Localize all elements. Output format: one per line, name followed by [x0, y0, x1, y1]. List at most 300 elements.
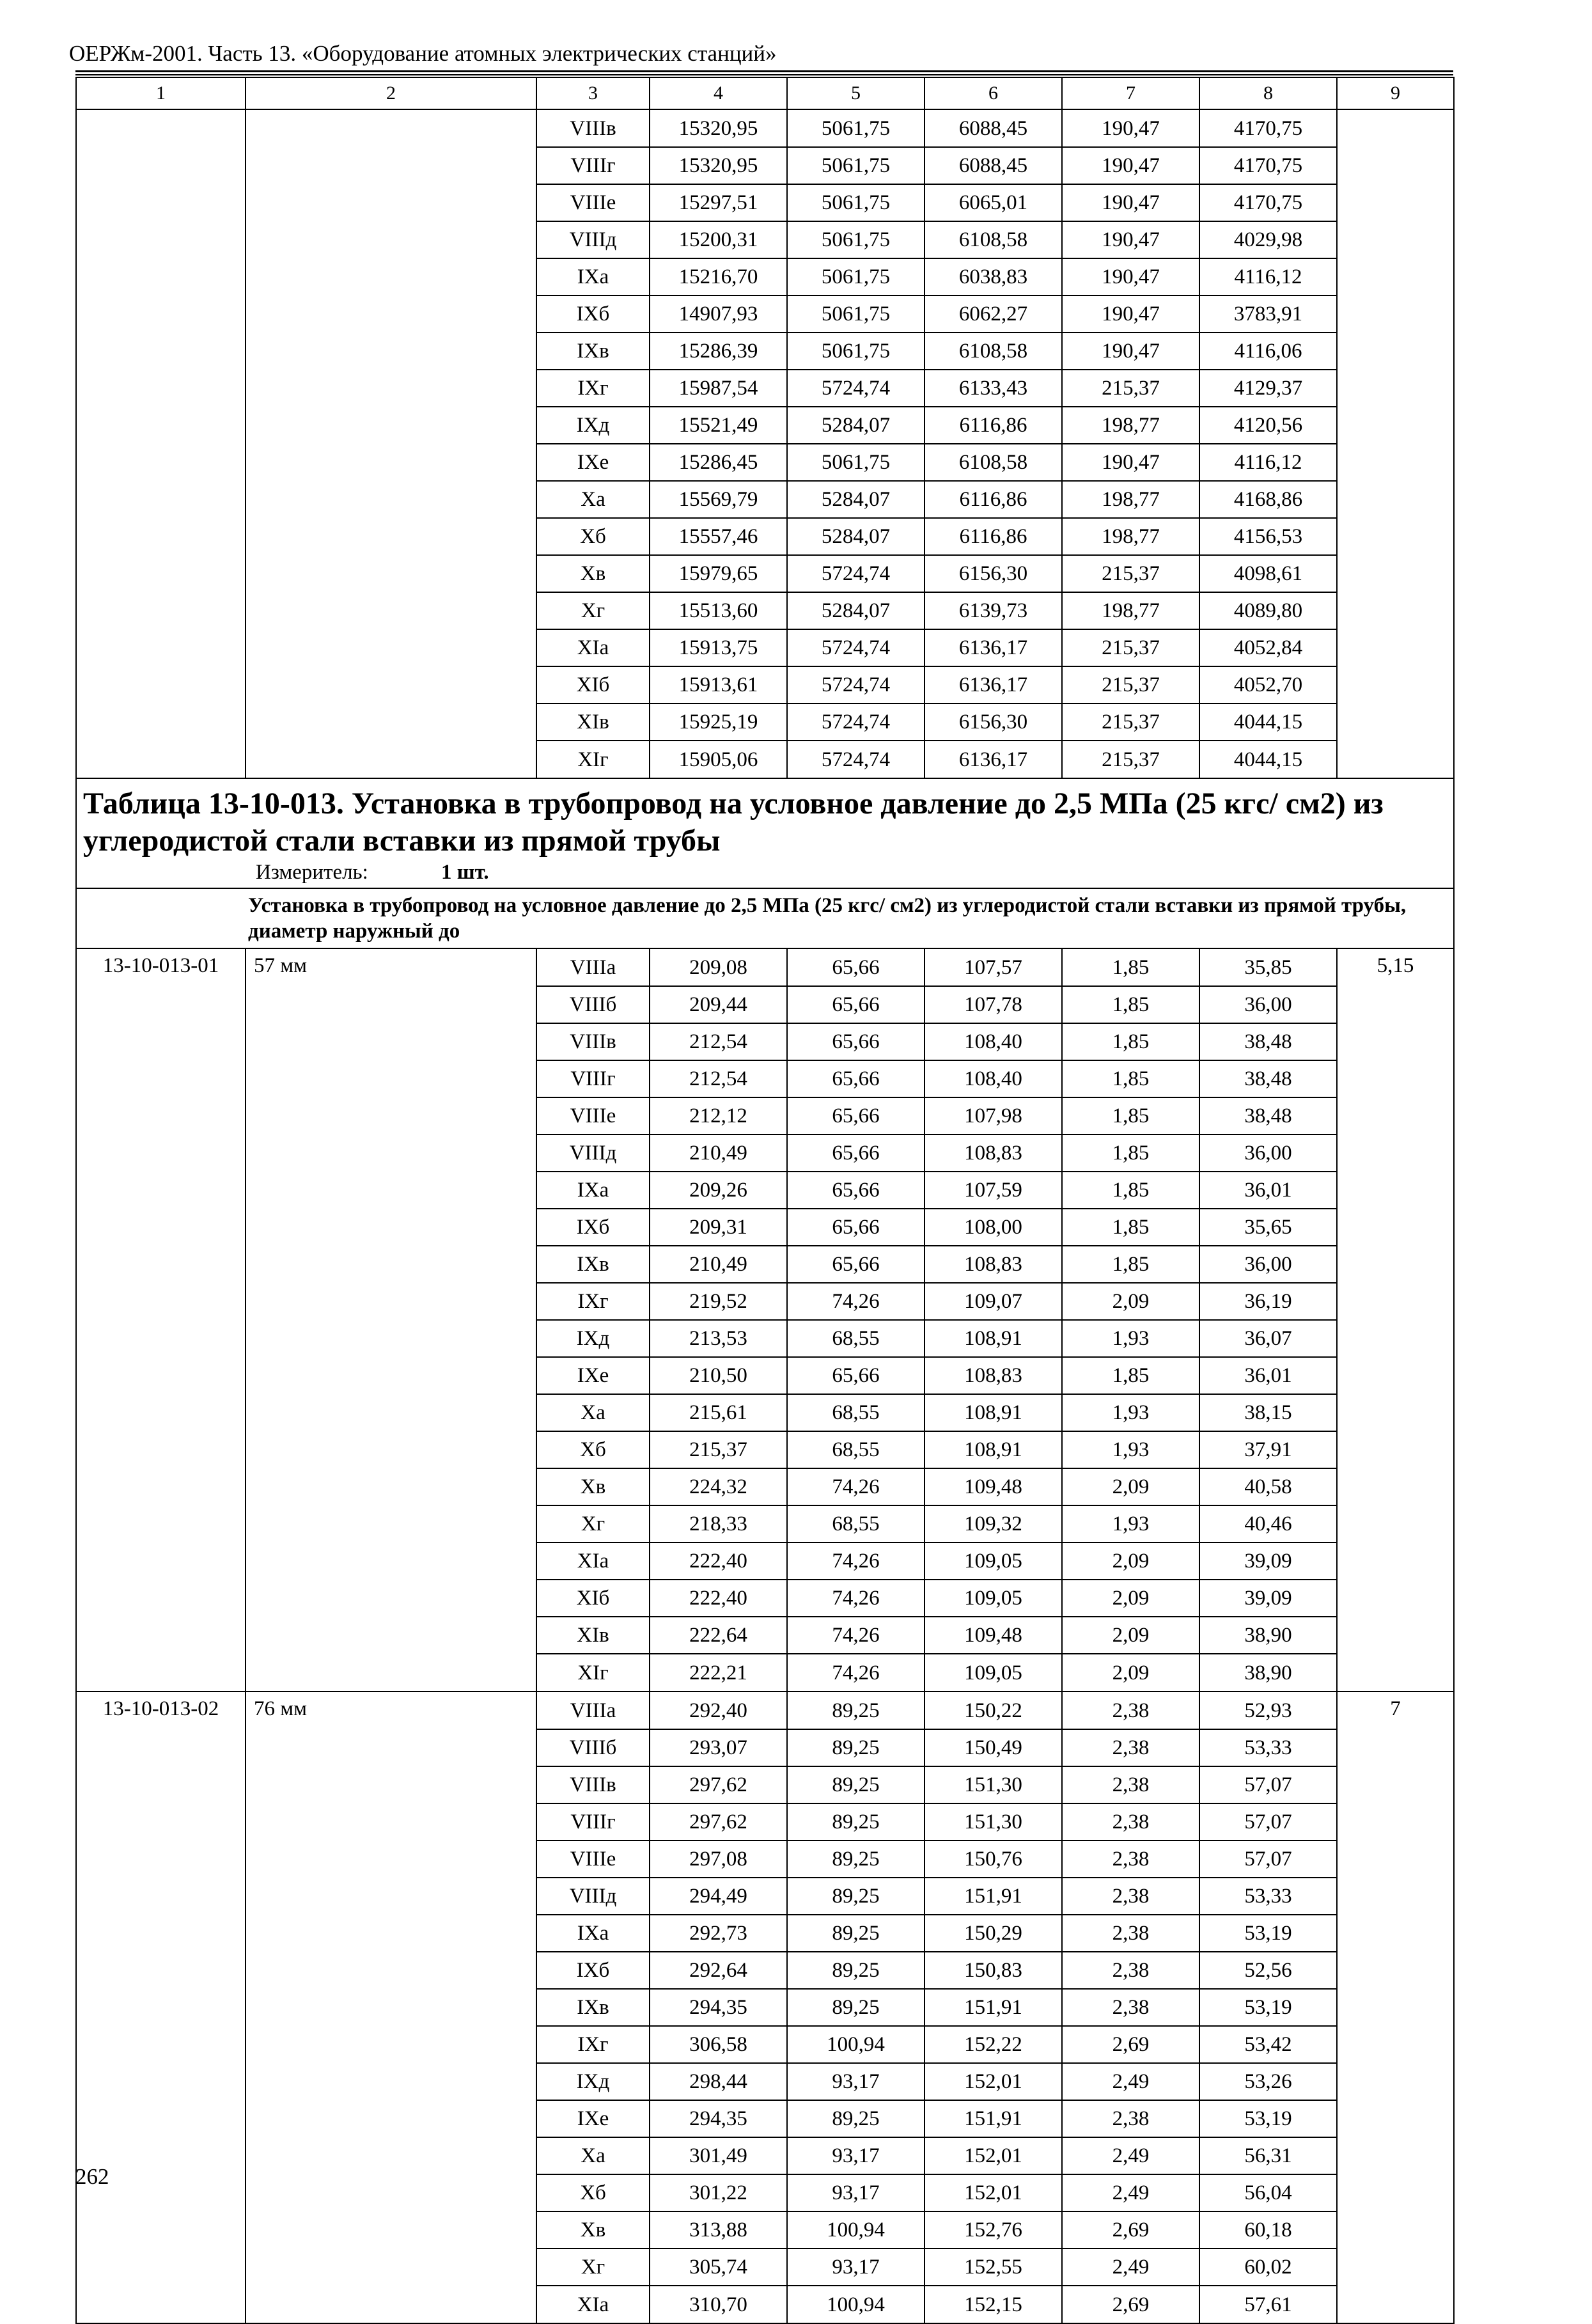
zone-cell: Xб [536, 2174, 650, 2211]
code-cell [76, 407, 246, 444]
units-value: 1 шт. [441, 861, 489, 884]
name-cell [246, 2211, 536, 2249]
wages-cell: 89,25 [787, 1878, 925, 1915]
total-cost-cell: 15200,31 [650, 221, 787, 258]
materials-cost-cell: 53,33 [1199, 1878, 1337, 1915]
total-cost-cell: 218,33 [650, 1505, 787, 1543]
total-cost-cell: 292,73 [650, 1915, 787, 1952]
mass-cell [1337, 629, 1454, 666]
machinist-wages-cell: 2,38 [1062, 2100, 1199, 2137]
zone-cell: VIIIб [536, 1729, 650, 1766]
total-cost-cell: 294,49 [650, 1878, 787, 1915]
total-cost-cell: 15320,95 [650, 109, 787, 147]
mass-cell [1337, 481, 1454, 518]
name-cell [246, 1097, 536, 1135]
materials-cost-cell: 37,91 [1199, 1431, 1337, 1468]
machinist-wages-cell: 215,37 [1062, 666, 1199, 703]
name-cell [246, 1172, 536, 1209]
zone-cell: VIIIе [536, 1097, 650, 1135]
code-cell [76, 1505, 246, 1543]
code-cell [76, 703, 246, 741]
wages-cell: 65,66 [787, 986, 925, 1023]
table-row [76, 1766, 1454, 1803]
mass-cell [1337, 666, 1454, 703]
zone-cell: IXб [536, 1209, 650, 1246]
code-cell [76, 370, 246, 407]
units-label: Измеритель: [256, 861, 368, 884]
machine-cost-cell: 151,30 [925, 1766, 1062, 1803]
column-number: 5 [787, 77, 925, 109]
table-row [76, 2211, 1454, 2249]
wages-cell: 65,66 [787, 1023, 925, 1060]
machine-cost-cell: 109,48 [925, 1617, 1062, 1654]
machinist-wages-cell: 2,38 [1062, 1766, 1199, 1803]
zone-cell: VIIIв [536, 109, 650, 147]
zone-cell: Xа [536, 1394, 650, 1431]
mass-cell [1337, 2100, 1454, 2137]
machinist-wages-cell: 190,47 [1062, 147, 1199, 184]
wages-cell: 68,55 [787, 1320, 925, 1357]
code-cell [76, 147, 246, 184]
zone-cell: Xв [536, 2211, 650, 2249]
table-row [76, 1357, 1454, 1394]
total-cost-cell: 15216,70 [650, 258, 787, 295]
table-row [76, 1320, 1454, 1357]
table-row [76, 1729, 1454, 1766]
mass-cell [1337, 147, 1454, 184]
code-cell [76, 2211, 246, 2249]
table-row [76, 1878, 1454, 1915]
total-cost-cell: 222,64 [650, 1617, 787, 1654]
machine-cost-cell: 108,91 [925, 1394, 1062, 1431]
machinist-wages-cell: 2,09 [1062, 1543, 1199, 1580]
mass-cell [1337, 1172, 1454, 1209]
code-cell [76, 333, 246, 370]
table-row [76, 1209, 1454, 1246]
machine-cost-cell: 6108,58 [925, 221, 1062, 258]
zone-cell: Xа [536, 481, 650, 518]
mass-cell [1337, 1209, 1454, 1246]
mass-cell [1337, 258, 1454, 295]
zone-cell: XIа [536, 2286, 650, 2323]
total-cost-cell: 15521,49 [650, 407, 787, 444]
machine-cost-cell: 6108,58 [925, 333, 1062, 370]
materials-cost-cell: 40,46 [1199, 1505, 1337, 1543]
column-number-row [76, 77, 1454, 109]
machinist-wages-cell: 198,77 [1062, 518, 1199, 555]
wages-cell: 74,26 [787, 1654, 925, 1692]
wages-cell: 89,25 [787, 1729, 925, 1766]
code-cell [76, 1915, 246, 1952]
machinist-wages-cell: 215,37 [1062, 703, 1199, 741]
machine-cost-cell: 107,57 [925, 948, 1062, 986]
machinist-wages-cell: 215,37 [1062, 741, 1199, 778]
name-cell [246, 147, 536, 184]
zone-cell: IXе [536, 1357, 650, 1394]
zone-cell: IXб [536, 295, 650, 333]
mass-cell [1337, 1320, 1454, 1357]
mass-cell [1337, 333, 1454, 370]
total-cost-cell: 15987,54 [650, 370, 787, 407]
table-row [76, 1468, 1454, 1505]
machinist-wages-cell: 215,37 [1062, 370, 1199, 407]
name-cell [246, 741, 536, 778]
materials-cost-cell: 36,00 [1199, 1246, 1337, 1283]
table-row [76, 2026, 1454, 2063]
name-cell [246, 1431, 536, 1468]
total-cost-cell: 15905,06 [650, 741, 787, 778]
wages-cell: 74,26 [787, 1283, 925, 1320]
wages-cell: 74,26 [787, 1468, 925, 1505]
name-cell [246, 2100, 536, 2137]
materials-cost-cell: 4116,12 [1199, 444, 1337, 481]
name-cell [246, 1320, 536, 1357]
mass-cell [1337, 1394, 1454, 1431]
machinist-wages-cell: 215,37 [1062, 629, 1199, 666]
machine-cost-cell: 150,22 [925, 1692, 1062, 1729]
name-cell: 76 мм [246, 1692, 536, 1729]
name-cell [246, 2137, 536, 2174]
machine-cost-cell: 107,98 [925, 1097, 1062, 1135]
wages-cell: 5724,74 [787, 555, 925, 592]
zone-cell: Xг [536, 2249, 650, 2286]
machine-cost-cell: 151,91 [925, 2100, 1062, 2137]
zone-cell: VIIIа [536, 1692, 650, 1729]
machine-cost-cell: 108,83 [925, 1135, 1062, 1172]
materials-cost-cell: 4052,84 [1199, 629, 1337, 666]
zone-cell: XIв [536, 1617, 650, 1654]
materials-cost-cell: 36,00 [1199, 1135, 1337, 1172]
zone-cell: IXд [536, 2063, 650, 2100]
table-title-row [76, 778, 1454, 888]
materials-cost-cell: 35,65 [1199, 1209, 1337, 1246]
table-row [76, 986, 1454, 1023]
code-cell [76, 1989, 246, 2026]
machine-cost-cell: 108,00 [925, 1209, 1062, 1246]
materials-cost-cell: 38,15 [1199, 1394, 1337, 1431]
mass-cell [1337, 184, 1454, 221]
wages-cell: 5724,74 [787, 703, 925, 741]
zone-cell: Xб [536, 1431, 650, 1468]
table-row [76, 481, 1454, 518]
name-cell [246, 1357, 536, 1394]
total-cost-cell: 209,08 [650, 948, 787, 986]
zone-cell: IXг [536, 1283, 650, 1320]
wages-cell: 5061,75 [787, 109, 925, 147]
column-number: 9 [1337, 77, 1454, 109]
materials-cost-cell: 4098,61 [1199, 555, 1337, 592]
code-cell [76, 592, 246, 629]
zone-cell: XIв [536, 703, 650, 741]
name-cell [246, 1766, 536, 1803]
machinist-wages-cell: 190,47 [1062, 258, 1199, 295]
column-number: 3 [536, 77, 650, 109]
table-row [76, 258, 1454, 295]
zone-cell: Xв [536, 555, 650, 592]
code-cell [76, 1060, 246, 1097]
machinist-wages-cell: 1,93 [1062, 1320, 1199, 1357]
machinist-wages-cell: 190,47 [1062, 295, 1199, 333]
total-cost-cell: 210,49 [650, 1135, 787, 1172]
name-cell [246, 333, 536, 370]
machine-cost-cell: 6038,83 [925, 258, 1062, 295]
mass-cell [1337, 1135, 1454, 1172]
zone-cell: IXв [536, 333, 650, 370]
wages-cell: 65,66 [787, 1060, 925, 1097]
materials-cost-cell: 38,90 [1199, 1654, 1337, 1692]
zone-cell: VIIIд [536, 221, 650, 258]
mass-cell [1337, 2211, 1454, 2249]
total-cost-cell: 15297,51 [650, 184, 787, 221]
machinist-wages-cell: 2,49 [1062, 2063, 1199, 2100]
total-cost-cell: 297,62 [650, 1766, 787, 1803]
machine-cost-cell: 6116,86 [925, 481, 1062, 518]
code-cell [76, 1357, 246, 1394]
machine-cost-cell: 6065,01 [925, 184, 1062, 221]
wages-cell: 89,25 [787, 1989, 925, 2026]
machine-cost-cell: 107,78 [925, 986, 1062, 1023]
zone-cell: VIIIг [536, 1803, 650, 1841]
wages-cell: 5284,07 [787, 518, 925, 555]
table-row [76, 592, 1454, 629]
table-row [76, 407, 1454, 444]
wages-cell: 89,25 [787, 1803, 925, 1841]
wages-cell: 5061,75 [787, 221, 925, 258]
name-cell [246, 2026, 536, 2063]
wages-cell: 5284,07 [787, 407, 925, 444]
code-cell [76, 109, 246, 147]
machinist-wages-cell: 2,09 [1062, 1617, 1199, 1654]
table-row [76, 184, 1454, 221]
table-row [76, 333, 1454, 370]
mass-cell [1337, 1803, 1454, 1841]
table-row [76, 2286, 1454, 2323]
wages-cell: 89,25 [787, 1952, 925, 1989]
machine-cost-cell: 150,29 [925, 1915, 1062, 1952]
total-cost-cell: 210,49 [650, 1246, 787, 1283]
zone-cell: VIIIд [536, 1135, 650, 1172]
machine-cost-cell: 152,76 [925, 2211, 1062, 2249]
table-row [76, 741, 1454, 778]
machinist-wages-cell: 198,77 [1062, 407, 1199, 444]
materials-cost-cell: 52,93 [1199, 1692, 1337, 1729]
total-cost-cell: 14907,93 [650, 295, 787, 333]
total-cost-cell: 215,61 [650, 1394, 787, 1431]
materials-cost-cell: 53,19 [1199, 1915, 1337, 1952]
name-cell [246, 629, 536, 666]
materials-cost-cell: 4044,15 [1199, 703, 1337, 741]
wages-cell: 65,66 [787, 1209, 925, 1246]
zone-cell: VIIIб [536, 986, 650, 1023]
mass-cell [1337, 295, 1454, 333]
code-cell [76, 1097, 246, 1135]
code-cell [76, 1654, 246, 1692]
mass-cell [1337, 518, 1454, 555]
code-cell [76, 2100, 246, 2137]
mass-cell [1337, 1060, 1454, 1097]
zone-cell: VIIIг [536, 147, 650, 184]
total-cost-cell: 294,35 [650, 2100, 787, 2137]
table-row [76, 1654, 1454, 1692]
code-cell [76, 741, 246, 778]
materials-cost-cell: 4170,75 [1199, 109, 1337, 147]
wages-cell: 5061,75 [787, 333, 925, 370]
machinist-wages-cell: 190,47 [1062, 109, 1199, 147]
machine-cost-cell: 151,30 [925, 1803, 1062, 1841]
zone-cell: VIIIа [536, 948, 650, 986]
materials-cost-cell: 4170,75 [1199, 147, 1337, 184]
materials-cost-cell: 53,26 [1199, 2063, 1337, 2100]
units-line [83, 860, 1447, 885]
table-row [76, 555, 1454, 592]
mass-cell [1337, 986, 1454, 1023]
total-cost-cell: 212,12 [650, 1097, 787, 1135]
table-row [76, 1246, 1454, 1283]
table-title: Таблица 13-10-013. Установка в трубопровод на условное давление до 2,5 МПа (25 кгс/ см2) из углеродистой стали вставки из прямой трубы [83, 787, 1384, 858]
name-cell [246, 1060, 536, 1097]
code-cell [76, 1209, 246, 1246]
code-cell [76, 518, 246, 555]
wages-cell: 89,25 [787, 2100, 925, 2137]
mass-cell [1337, 2249, 1454, 2286]
name-cell [246, 986, 536, 1023]
machine-cost-cell: 6156,30 [925, 555, 1062, 592]
materials-cost-cell: 57,61 [1199, 2286, 1337, 2323]
machine-cost-cell: 109,05 [925, 1654, 1062, 1692]
table-row [76, 518, 1454, 555]
name-cell [246, 1952, 536, 1989]
zone-cell: XIа [536, 629, 650, 666]
machinist-wages-cell: 2,38 [1062, 1729, 1199, 1766]
machinist-wages-cell: 1,93 [1062, 1505, 1199, 1543]
wages-cell: 68,55 [787, 1505, 925, 1543]
table-row [76, 948, 1454, 986]
machinist-wages-cell: 2,09 [1062, 1283, 1199, 1320]
total-cost-cell: 15979,65 [650, 555, 787, 592]
total-cost-cell: 15913,61 [650, 666, 787, 703]
table-row [76, 1952, 1454, 1989]
name-cell [246, 444, 536, 481]
mass-cell [1337, 741, 1454, 778]
table-title-cell [76, 778, 1454, 888]
zone-cell: IXб [536, 1952, 650, 1989]
name-cell [246, 666, 536, 703]
name-cell [246, 1617, 536, 1654]
total-cost-cell: 294,35 [650, 1989, 787, 2026]
total-cost-cell: 301,49 [650, 2137, 787, 2174]
mass-cell [1337, 1878, 1454, 1915]
machinist-wages-cell: 2,38 [1062, 1841, 1199, 1878]
materials-cost-cell: 40,58 [1199, 1468, 1337, 1505]
machine-cost-cell: 6136,17 [925, 741, 1062, 778]
code-cell [76, 1394, 246, 1431]
wages-cell: 5284,07 [787, 481, 925, 518]
machinist-wages-cell: 2,38 [1062, 1692, 1199, 1729]
name-cell [246, 1841, 536, 1878]
column-number: 2 [246, 77, 536, 109]
machine-cost-cell: 152,01 [925, 2137, 1062, 2174]
mass-cell [1337, 2063, 1454, 2100]
materials-cost-cell: 4170,75 [1199, 184, 1337, 221]
wages-cell: 93,17 [787, 2174, 925, 2211]
code-cell [76, 1878, 246, 1915]
machine-cost-cell: 6108,58 [925, 444, 1062, 481]
table-row [76, 1841, 1454, 1878]
mass-cell: 7 [1337, 1692, 1454, 1729]
machinist-wages-cell: 215,37 [1062, 555, 1199, 592]
wages-cell: 89,25 [787, 1766, 925, 1803]
name-cell [246, 2286, 536, 2323]
machine-cost-cell: 6088,45 [925, 109, 1062, 147]
table-row [76, 295, 1454, 333]
total-cost-cell: 222,21 [650, 1654, 787, 1692]
name-cell [246, 1246, 536, 1283]
machinist-wages-cell: 1,85 [1062, 1209, 1199, 1246]
mass-cell [1337, 703, 1454, 741]
code-cell [76, 1431, 246, 1468]
wages-cell: 93,17 [787, 2137, 925, 2174]
table-row [76, 2174, 1454, 2211]
machinist-wages-cell: 2,09 [1062, 1580, 1199, 1617]
mass-cell: 5,15 [1337, 948, 1454, 986]
zone-cell: Xв [536, 1468, 650, 1505]
total-cost-cell: 313,88 [650, 2211, 787, 2249]
wages-cell: 65,66 [787, 1097, 925, 1135]
mass-cell [1337, 407, 1454, 444]
zone-cell: IXе [536, 2100, 650, 2137]
name-cell [246, 1654, 536, 1692]
mass-cell [1337, 1654, 1454, 1692]
machinist-wages-cell: 2,38 [1062, 1803, 1199, 1841]
code-cell [76, 1841, 246, 1878]
name-cell [246, 1209, 536, 1246]
section-description-row [76, 888, 1454, 948]
code-cell [76, 481, 246, 518]
table-row [76, 2100, 1454, 2137]
table-row [76, 1803, 1454, 1841]
table-row [76, 666, 1454, 703]
mass-cell [1337, 2286, 1454, 2323]
table-row [76, 147, 1454, 184]
zone-cell: IXг [536, 2026, 650, 2063]
table-row [76, 1060, 1454, 1097]
code-cell: 13-10-013-02 [76, 1692, 246, 1729]
machinist-wages-cell: 2,09 [1062, 1468, 1199, 1505]
table-row [76, 221, 1454, 258]
code-cell [76, 295, 246, 333]
machine-cost-cell: 109,07 [925, 1283, 1062, 1320]
table-row [76, 1394, 1454, 1431]
name-cell [246, 1135, 536, 1172]
machine-cost-cell: 108,40 [925, 1060, 1062, 1097]
code-cell [76, 1803, 246, 1841]
table-row [76, 1023, 1454, 1060]
materials-cost-cell: 60,18 [1199, 2211, 1337, 2249]
materials-cost-cell: 57,07 [1199, 1803, 1337, 1841]
name-cell: 57 мм [246, 948, 536, 986]
mass-cell [1337, 1468, 1454, 1505]
materials-cost-cell: 4052,70 [1199, 666, 1337, 703]
machinist-wages-cell: 1,85 [1062, 1023, 1199, 1060]
table-row [76, 1989, 1454, 2026]
name-cell [246, 184, 536, 221]
zone-cell: VIIIд [536, 1878, 650, 1915]
wages-cell: 89,25 [787, 1915, 925, 1952]
machinist-wages-cell: 1,85 [1062, 1097, 1199, 1135]
name-cell [246, 221, 536, 258]
materials-cost-cell: 53,42 [1199, 2026, 1337, 2063]
machinist-wages-cell: 1,85 [1062, 1135, 1199, 1172]
